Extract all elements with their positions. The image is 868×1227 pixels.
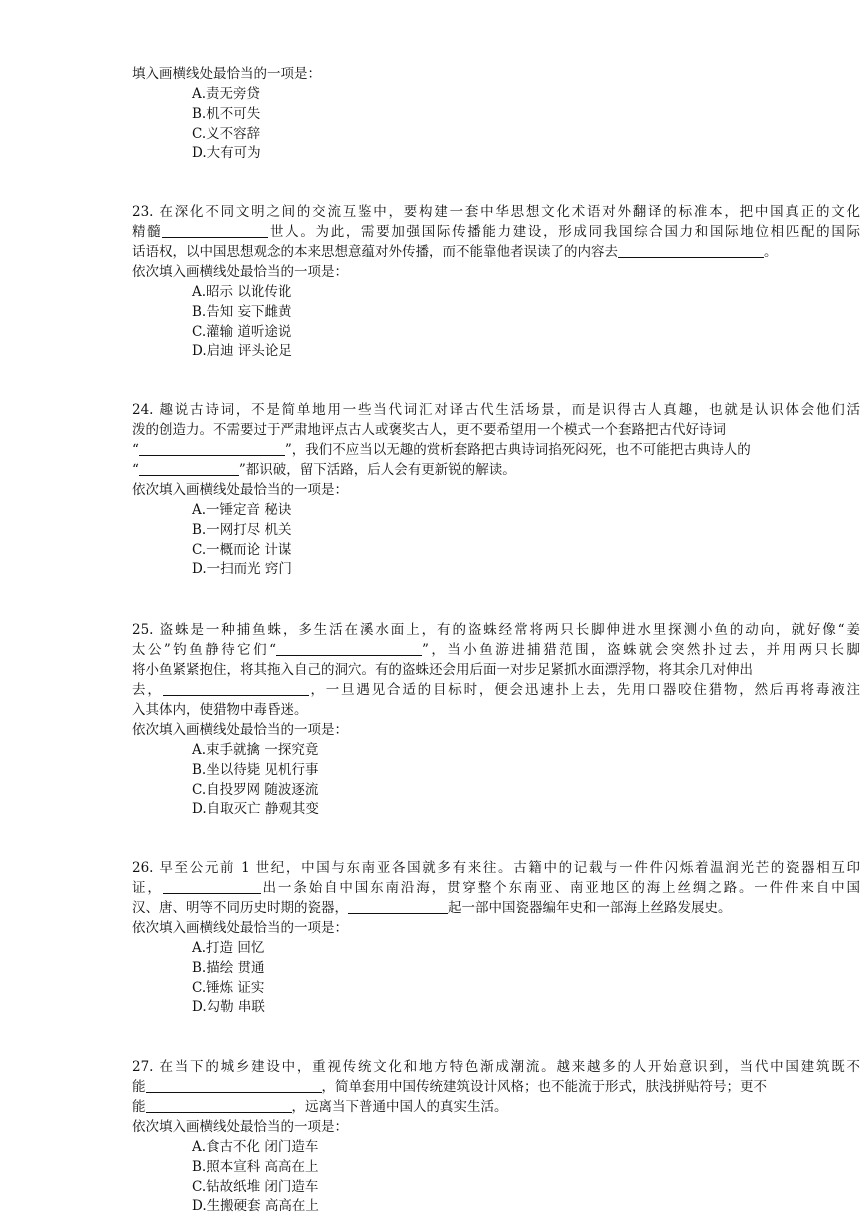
option-d: D.自取灭亡 静观其变 [192, 801, 319, 818]
option-d: D.勾勒 串联 [192, 999, 265, 1016]
question-text-line: 证， 出一条始自中国东南沿海，贯穿整个东南亚、南亚地区的海上丝绸之路。一件件来自中国 [132, 880, 861, 896]
answer-blank-2 [348, 899, 448, 914]
option-b: B.告知 妄下雌黄 [192, 303, 292, 320]
question-27 [132, 1057, 860, 1216]
answer-blank-2 [618, 243, 764, 258]
option-a: A.昭示 以讹传讹 [192, 284, 292, 300]
answer-blank-1 [146, 1078, 322, 1093]
question-text-line: 将小鱼紧紧抱住，将其拖入自己的洞穴。有的盗蛛还会用后面一对步足紧抓水面漂浮物，将其余几对伸出 [132, 662, 753, 678]
question-text-line: “ ”，我们不应当以无趣的赏析套路把古典诗词掐死闷死，也不可能把古典诗人的 [132, 442, 751, 458]
answer-blank-2 [163, 681, 309, 696]
option-d: D.大有可为 [192, 145, 261, 162]
option-a: A.一锤定音 秘诀 [192, 502, 292, 518]
question-prompt: 填入画横线处最恰当的一项是： [132, 66, 321, 82]
question-26 [132, 858, 860, 1017]
option-c: C.义不容辞 [192, 125, 261, 142]
option-a: A.食古不化 闭门造车 [192, 1139, 319, 1155]
question-23 [132, 202, 860, 361]
question-prompt: 依次填入画横线处最恰当的一项是： [132, 722, 348, 738]
option-c: C.一概而论 计谋 [192, 541, 292, 558]
question-text-line: 入其体内，使猎物中毒昏迷。 [132, 702, 308, 718]
question-text-line: 精髓 世人。为此，需要加强国际传播能力建设，形成同我国综合国力和国际地位相匹配的国际 [132, 224, 861, 240]
question-text-line: 泼的创造力。不需要过于严肃地评点古人或褒奖古人，更不要希望用一个模式一个套路把古代好诗词 [132, 422, 726, 438]
question-25 [132, 620, 860, 819]
question-text-line: 25. 盗蛛是一种捕鱼蛛，多生活在溪水面上，有的盗蛛经常将两只长脚伸进水里探测小鱼的动向，就好像“姜 [132, 622, 860, 638]
question-text-line: 能 ，简单套用中国传统建筑设计风格；也不能流于形式，肤浅拼贴符号；更不 [132, 1079, 767, 1095]
question-text-line: 24. 趣说古诗词，不是简单地用一些当代词汇对译古代生活场景，而是识得古人真趣，也就是认识体会他们活 [132, 402, 860, 418]
answer-blank-1 [163, 879, 261, 894]
option-a: A.打造 回忆 [192, 940, 265, 956]
answer-blank-2 [139, 461, 239, 476]
option-b: B.描绘 贯通 [192, 959, 265, 976]
answer-blank-1 [162, 223, 268, 238]
question-24 [132, 400, 860, 579]
question-text-line: 26. 早至公元前 1 世纪，中国与东南亚各国就多有来往。古籍中的记载与一件件闪烁着温润光芒的瓷器相互印 [132, 860, 860, 876]
option-b: B.坐以待毙 见机行事 [192, 761, 319, 778]
question-text-line: 能 ，远离当下普通中国人的真实生活。 [132, 1099, 508, 1115]
question-text-line: 汉、唐、明等不同历史时期的瓷器， 起一部中国瓷器编年史和一部海上丝路发展史。 [132, 900, 732, 916]
option-d: D.生搬硬套 高高在上 [192, 1198, 319, 1215]
option-d: D.一扫而光 窍门 [192, 561, 292, 578]
option-a: A.束手就擒 一探究竟 [192, 742, 319, 758]
question-prompt: 依次填入画横线处最恰当的一项是： [132, 1119, 348, 1135]
answer-blank-2 [146, 1098, 292, 1113]
question-text-line: 27. 在当下的城乡建设中，重视传统文化和地方特色渐成潮流。越来越多的人开始意识到，当代中国建筑既不 [132, 1059, 860, 1075]
option-c: C.灌输 道听途说 [192, 323, 292, 340]
question-22 [132, 64, 860, 163]
answer-blank-1 [276, 641, 422, 656]
option-c: C.自投罗网 随波逐流 [192, 781, 319, 798]
option-b: B.机不可失 [192, 105, 261, 122]
question-text-line: 话语权，以中国思想观念的本来思想意蕴对外传播，而不能靠他者误读了的内容去 。 [132, 244, 778, 260]
option-a: A.责无旁贷 [192, 86, 261, 102]
option-d: D.启迪 评头论足 [192, 343, 292, 360]
question-text-line: 太公”钓鱼静待它们“ ”，当小鱼游进捕猎范围，盗蛛就会突然扑过去，并用两只长脚 [132, 642, 860, 658]
answer-blank-1 [139, 441, 285, 456]
option-c: C.锤炼 证实 [192, 979, 265, 996]
question-prompt: 依次填入画横线处最恰当的一项是： [132, 264, 348, 280]
option-b: B.照本宣科 高高在上 [192, 1158, 319, 1175]
option-c: C.钻故纸堆 闭门造车 [192, 1178, 319, 1195]
question-prompt: 依次填入画横线处最恰当的一项是： [132, 482, 348, 498]
question-text-line: 23. 在深化不同文明之间的交流互鉴中，要构建一套中华思想文化术语对外翻译的标准本，把中国真正的文化 [132, 204, 860, 220]
question-text-line: “ ”都识破，留下活路，后人会有更新锐的解读。 [132, 462, 516, 478]
option-b: B.一网打尽 机关 [192, 521, 292, 538]
question-prompt: 依次填入画横线处最恰当的一项是： [132, 920, 348, 936]
question-text-line: 去， ，一旦遇见合适的目标时，便会迅速扑上去，先用口器咬住猎物，然后再将毒液注 [132, 682, 861, 698]
